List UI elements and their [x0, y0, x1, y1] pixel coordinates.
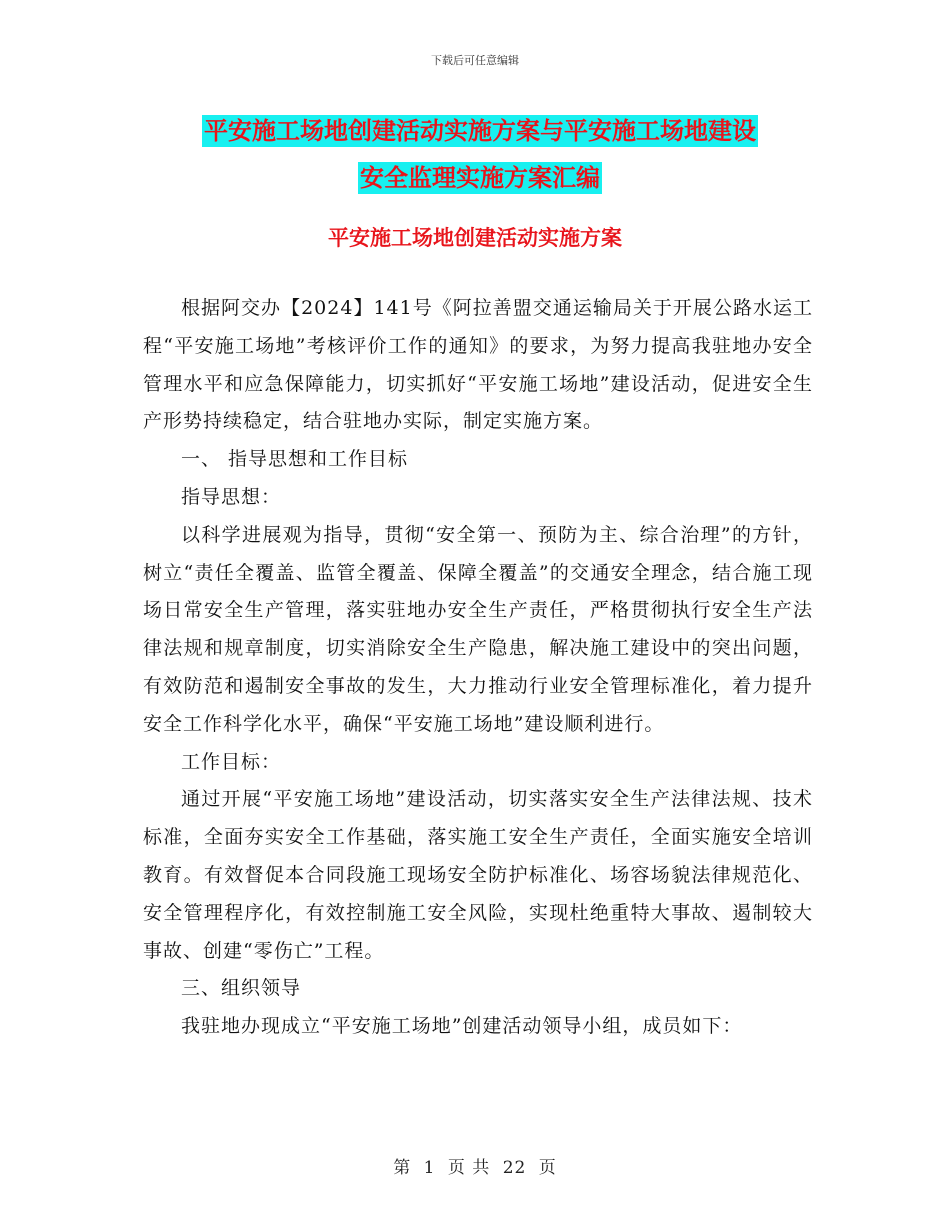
document-title-line2: 安全监理实施方案汇编	[360, 164, 600, 192]
paragraph-intro: 根据阿交办【2024】141号《阿拉善盟交通运输局关于开展公路水运工程“平安施工场地”考核评价工作的通知》的要求，为努力提高我驻地办安全管理水平和应急保障能力，切实抓好“平安施工场地”建设活动，促进安全生产形势持续稳定，结合驻地办实际，制定实施方案。	[143, 297, 813, 433]
document-body	[143, 290, 813, 1046]
subheading-work-goals: 工作目标：	[181, 750, 282, 773]
page-header-note: 下载后可任意编辑	[431, 54, 519, 67]
document-title-line1: 平安施工场地创建活动实施方案与平安施工场地建设	[204, 117, 756, 145]
heading-guiding-ideology-goals: 一、 指导思想和工作目标	[181, 448, 409, 471]
section-title: 平安施工场地创建活动实施方案	[328, 226, 622, 250]
page-label-mid: 页 共	[447, 1158, 491, 1178]
page-label-suffix: 页	[538, 1158, 557, 1178]
heading-organization: 三、组织领导	[181, 977, 302, 1000]
page-total-number: 22	[502, 1158, 527, 1178]
paragraph-organization: 我驻地办现成立“平安施工场地”创建活动领导小组，成员如下：	[181, 1015, 743, 1038]
paragraph-guiding-ideology: 以科学进展观为指导，贯彻“安全第一、预防为主、综合治理”的方针，树立“责任全覆盖、监管全覆盖、保障全覆盖”的交通安全理念，结合施工现场日常安全生产管理，落实驻地办安全生产责任，严格贯彻执行安全生产法律法规和规章制度，切实消除安全生产隐患，解决施工建设中的突出问题，有效防范和遏制安全事故的发生，大力推动行业安全管理标准化，着力提升安全工作科学化水平，确保“平安施工场地”建设顺利进行。	[143, 523, 813, 735]
paragraph-work-goals: 通过开展“平安施工场地”建设活动，切实落实安全生产法律法规、技术标准，全面夯实安全工作基础，落实施工安全生产责任，全面实施安全培训教育。有效督促本合同段施工现场安全防护标准化、场容场貌法律规范化、安全管理程序化，有效控制施工安全风险，实现杜绝重特大事故、遏制较大事故、创建“零伤亡”工程。	[143, 788, 813, 962]
page-footer	[0, 1153, 950, 1178]
subheading-guiding-ideology: 指导思想：	[181, 485, 282, 508]
page-current-number: 1	[423, 1158, 436, 1178]
document-title	[140, 108, 820, 202]
page-label-prefix: 第	[393, 1158, 412, 1178]
